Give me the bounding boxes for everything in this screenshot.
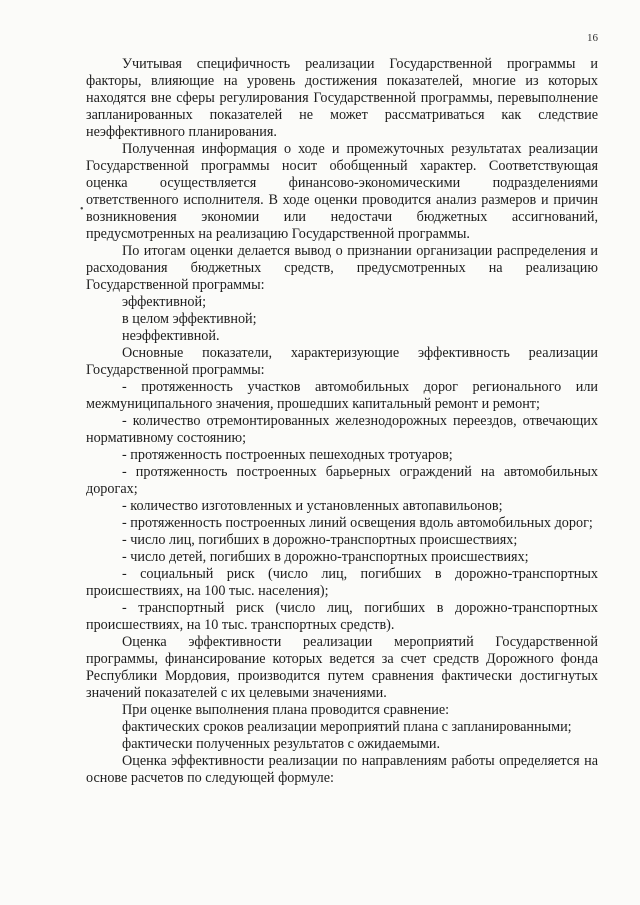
paragraph: Полученная информация о ходе и промежуточных результатах реализации Государственной программы носит обобщенный характер. Соответствующая оценка осуществляется финансово-экономическими подразделениями ответственного исполнителя. В ходе оценки проводится анализ размеров и причин возникновения экономии или недостачи бюджетных ассигнований, предусмотренных на реализацию Государственной программы. — [86, 141, 598, 242]
document-body — [86, 56, 598, 787]
paragraph: - транспортный риск (число лиц, погибших в дорожно-транспортных происшествиях, на 10 тыс. транспортных средств). — [86, 600, 598, 633]
paragraph: Оценка эффективности реализации мероприятий Государственной программы, финансирование которых ведется за счет средств Дорожного фонда Республики Мордовия, производится путем сравнения фактически достигнутых значений показателей с их целевыми значениями. — [86, 634, 598, 701]
paragraph: - число детей, погибших в дорожно-транспортных происшествиях; — [122, 549, 529, 565]
paragraph: - число лиц, погибших в дорожно-транспортных происшествиях; — [122, 532, 518, 548]
scan-speck: • — [80, 204, 84, 215]
paragraph: - протяженность построенных линий освещения вдоль автомобильных дорог; — [122, 515, 593, 531]
paragraph: - протяженность построенных пешеходных тротуаров; — [122, 447, 453, 463]
paragraph: Оценка эффективности реализации по направлениям работы определяется на основе расчетов по следующей формуле: — [86, 753, 598, 786]
paragraph: фактически полученных результатов с ожидаемыми. — [122, 736, 440, 752]
paragraph: - протяженность участков автомобильных дорог регионального или межмуниципального значения, прошедших капитальный ремонт и ремонт; — [86, 379, 598, 412]
paragraph: При оценке выполнения плана проводится сравнение: — [122, 702, 450, 718]
paragraph: Основные показатели, характеризующие эффективность реализации Государственной программы: — [86, 345, 598, 378]
list-item: неэффективной. — [122, 328, 220, 344]
paragraph: Учитывая специфичность реализации Государственной программы и факторы, влияющие на уровень достижения показателей, многие из которых находятся вне сферы регулирования Государственной программы, перевыполнение запланированных показателей не может рассматриваться как следствие неэффективного планирования. — [86, 56, 598, 140]
page-number: 16 — [587, 32, 598, 44]
list-item: эффективной; — [122, 294, 207, 310]
paragraph: По итогам оценки делается вывод о признании организации распределения и расходования бюджетных средств, предусмотренных на реализацию Государственной программы: — [86, 243, 598, 293]
paragraph: - количество отремонтированных железнодорожных переездов, отвечающих нормативному состоянию; — [86, 413, 598, 446]
paragraph: фактических сроков реализации мероприятий плана с запланированными; — [122, 719, 572, 735]
paragraph: - протяженность построенных барьерных ограждений на автомобильных дорогах; — [86, 464, 598, 497]
paragraph: - социальный риск (число лиц, погибших в дорожно-транспортных происшествиях, на 100 тыс. населения); — [86, 566, 598, 599]
list-item: в целом эффективной; — [122, 311, 257, 327]
paragraph: - количество изготовленных и установленных автопавильонов; — [122, 498, 503, 514]
